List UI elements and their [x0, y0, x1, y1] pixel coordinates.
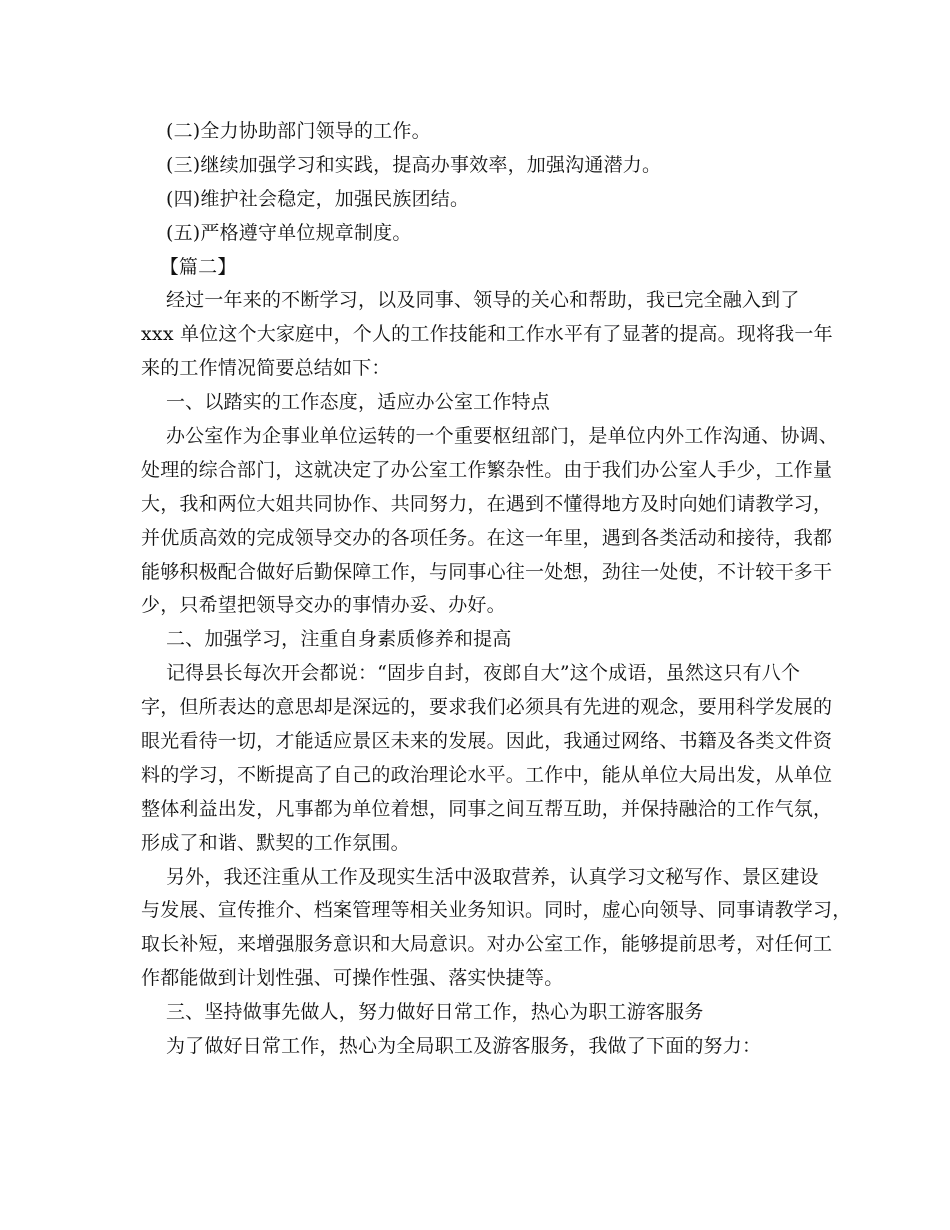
- text-line: 形成了和谐、默契的工作氛围。: [141, 831, 410, 854]
- text-line: 字，但所表达的意思却是深远的，要求我们必须具有先进的观念，要用科学发展的: [141, 696, 833, 719]
- text-line: 大，我和两位大姐共同协作、共同努力，在遇到不懂得地方及时向她们请教学习，: [141, 492, 833, 515]
- text-line: 处理的综合部门，这就决定了办公室工作繁杂性。由于我们办公室人手少，工作量: [141, 458, 833, 481]
- text-line: (三)继续加强学习和实践，提高办事效率，加强沟通潜力。: [141, 153, 662, 176]
- text-line: 来的工作情况简要总结如下：: [141, 357, 391, 380]
- text-line: 与发展、宣传推介、档案管理等相关业务知识。同时，虚心向领导、同事请教学习，: [141, 899, 852, 922]
- text-line: 能够积极配合做好后勤保障工作，与同事心往一处想，劲往一处使，不计较干多干: [141, 560, 833, 583]
- section-heading: 【篇二】: [141, 255, 237, 278]
- text-line: 并优质高效的完成领导交办的各项任务。在这一年里，遇到各类活动和接待，我都: [141, 526, 833, 549]
- text-line: 整体利益出发，凡事都为单位着想，同事之间互帮互助，并保持融洽的工作气氛，: [141, 797, 833, 820]
- text-line: 为了做好日常工作，热心为全局职工及游客服务，我做了下面的努力：: [141, 1035, 762, 1058]
- document-body: [141, 115, 852, 1064]
- subheading: 一、以踏实的工作态度，适应办公室工作特点: [141, 391, 550, 414]
- text-line: 办公室作为企事业单位运转的一个重要枢纽部门，是单位内外工作沟通、协调、: [141, 425, 838, 448]
- text-line: (二)全力协助部门领导的工作。: [141, 120, 431, 142]
- text-line: 眼光看待一切，才能适应景区未来的发展。因此，我通过网络、书籍及各类文件资: [141, 730, 833, 753]
- text-line: (五)严格遵守单位规章制度。: [141, 221, 412, 244]
- subheading: 三、坚持做事先做人，努力做好日常工作，热心为职工游客服务: [141, 1001, 704, 1024]
- text-line: 少，只希望把领导交办的事情办妥、办好。: [141, 594, 506, 617]
- text-line: xxx 单位这个大家庭中，个人的工作技能和工作水平有了显著的提高。现将我一年: [141, 323, 833, 346]
- subheading: 二、加强学习，注重自身素质修养和提高: [141, 628, 512, 651]
- text-line: 作都能做到计划性强、可操作性强、落实快捷等。: [141, 967, 564, 990]
- text-line: 取长补短，来增强服务意识和大局意识。对办公室工作，能够提前思考，对任何工: [141, 933, 833, 956]
- text-line: (四)维护社会稳定，加强民族团结。: [141, 187, 470, 210]
- text-line: 另外，我还注重从工作及现实生活中汲取营养，认真学习文秘写作、景区建设: [141, 865, 819, 888]
- text-line: 料的学习，不断提高了自己的政治理论水平。工作中，能从单位大局出发，从单位: [141, 763, 833, 786]
- text-line: 记得县长每次开会都说：“固步自封，夜郎自大”这个成语，虽然这只有八个: [141, 662, 801, 685]
- text-line: 经过一年来的不断学习，以及同事、领导的关心和帮助，我已完全融入到了: [141, 289, 800, 312]
